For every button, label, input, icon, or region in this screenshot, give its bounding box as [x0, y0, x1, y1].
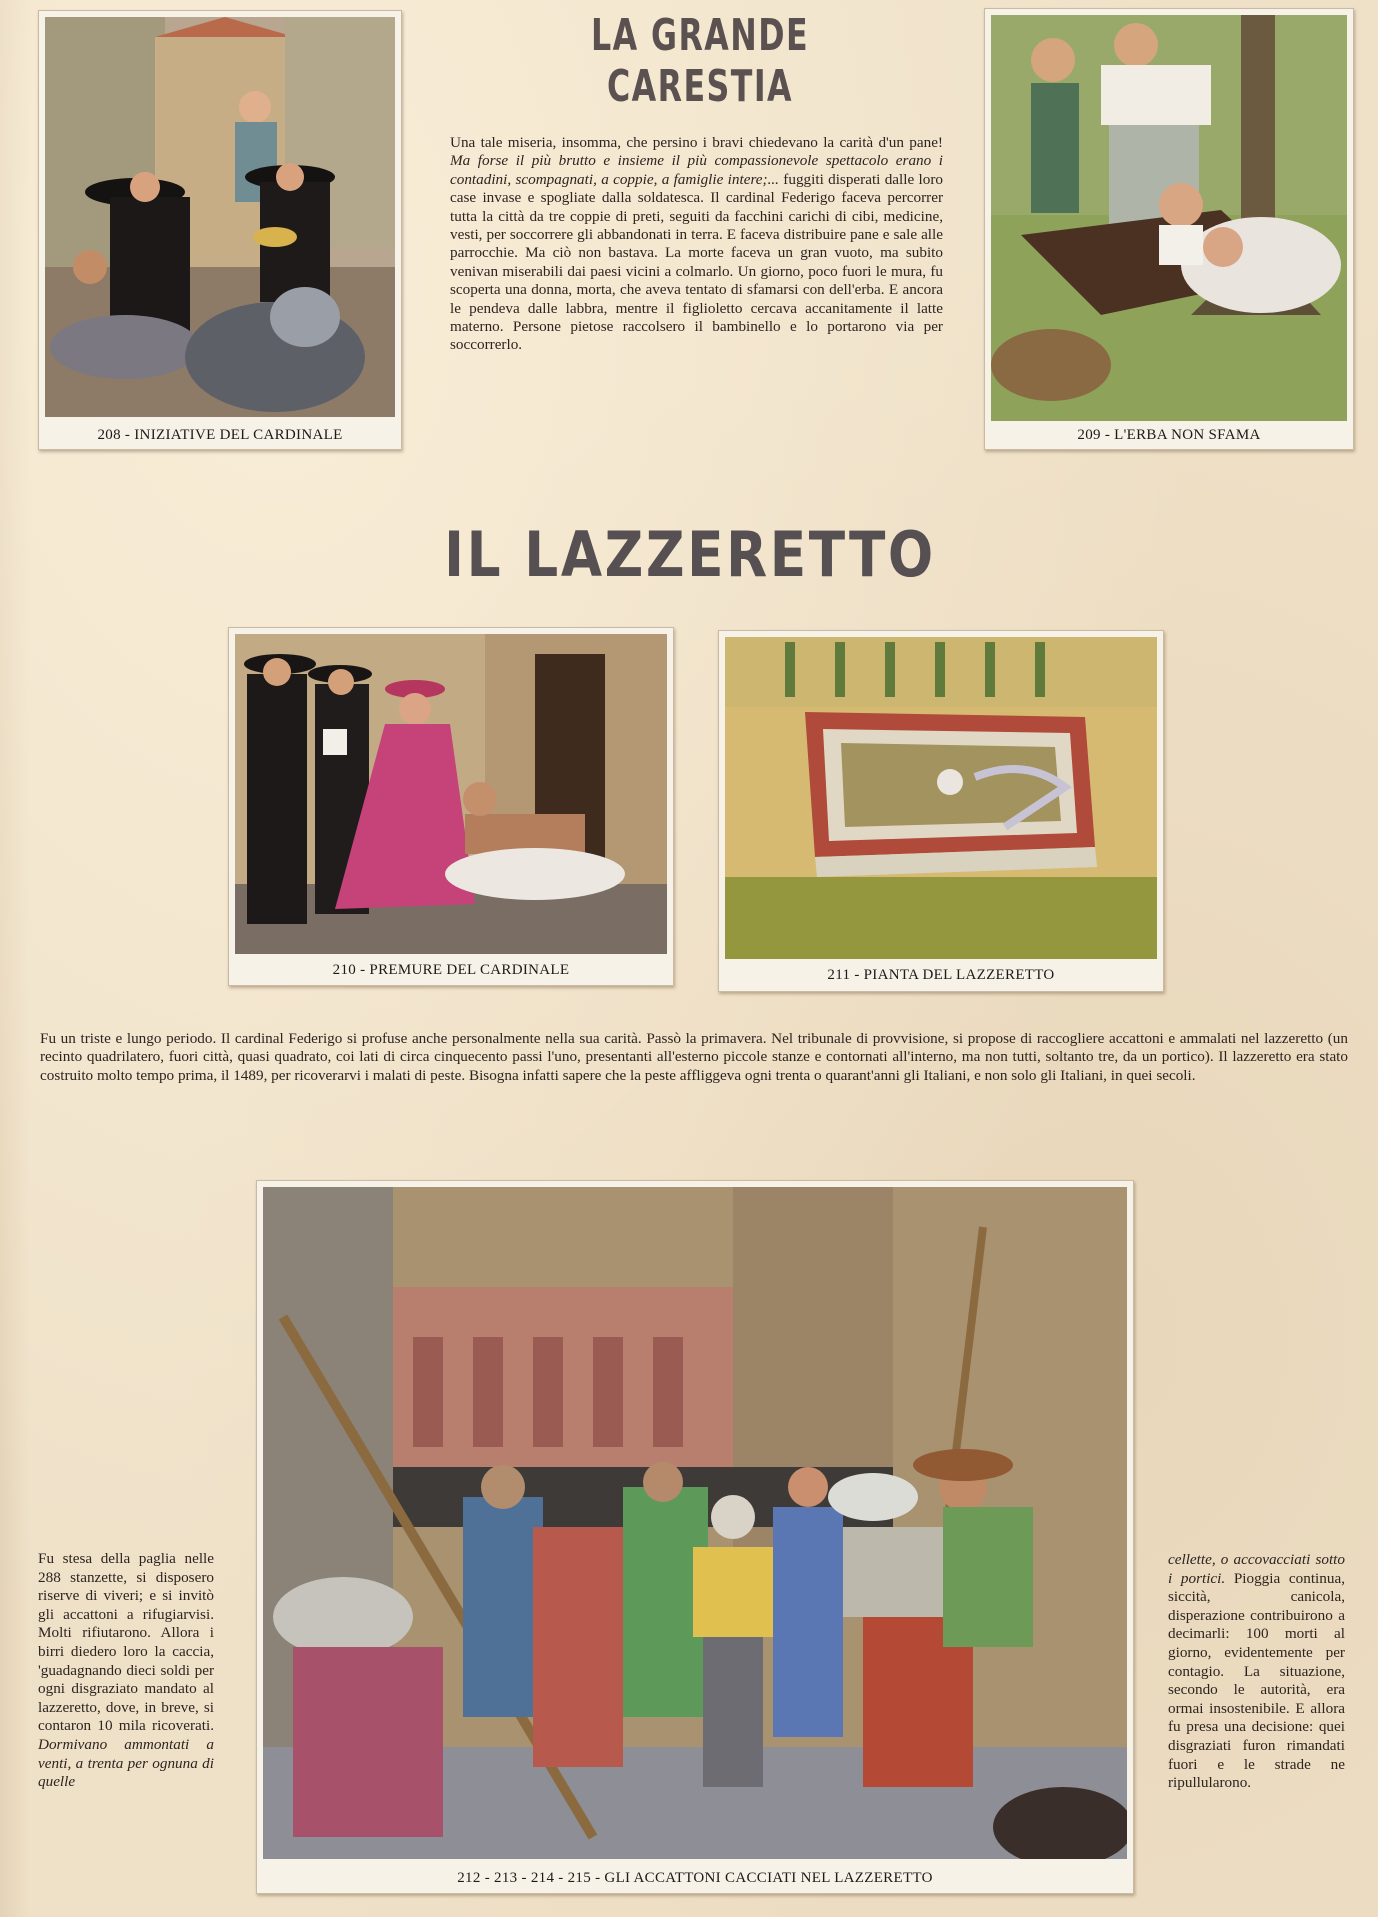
card-caption: 211 - PIANTA DEL LAZZERETTO: [827, 967, 1055, 983]
illustration-cardinal-initiatives: [45, 17, 395, 417]
card-caption: 209 - L'ERBA NON SFAMA: [1077, 427, 1261, 443]
card-211: [718, 630, 1164, 992]
illustration-cardinal-care: [235, 634, 667, 954]
text-segment: Fu stesa della paglia nelle 288 stanzette, si disposero riserve di viveri; e si invitò gli accattoni a rifugiarvisi. Molti rifiutarono. Allora i birri diedero loro la caccia, 'guadagnando dieci soldi per ogni disgraziato mandato al lazzeretto, dove, in breve, si contaron 10 mila ricoverati.: [38, 1550, 214, 1735]
card-212-215: [256, 1180, 1134, 1894]
text-segment-italic: Ma forse il più brutto e insieme il più compassionevole spettacolo erano i contadini, scompagnati, a coppie, a famiglie intere;...: [450, 152, 943, 188]
card-caption: 212 - 213 - 214 - 215 - GLI ACCATTONI CACCIATI NEL LAZZERETTO: [457, 1870, 933, 1886]
page-title-carestia: LA GRANDE CARESTIA: [590, 10, 810, 112]
card-caption: 208 - INIZIATIVE DEL CARDINALE: [97, 427, 343, 443]
illustration-beggars-chased-to-lazaretto: [263, 1187, 1127, 1859]
card-210: [228, 627, 674, 986]
card-caption: 210 - PREMURE DEL CARDINALE: [332, 962, 570, 978]
text-segment: fuggiti disperati dalle loro case invase e spogliate dalla soldatesca. Il cardinal Federigo faceva percorrer tutta la città da tre coppie di preti, seguiti da facchini carichi di cibi, medicine, vesti, per soccorrere gli abbandonati in terra. E faceva distribuire pane e sale alle parrocchie. Ma ciò non bastava. La morte faceva un gran vuoto, ma subito venivan miserabili dai paesi vicini a colmarlo. Un giorno, poco fuori le mura, fu scoperta una donna, morta, che aveva tentato di sfamarsi con dell'erba. E ancora le pendeva dalle labbra, mentre il figlioletto cercava accanitamente il latte materno. Persone pietose raccolsero il bambinello e lo portarono via per soccorrerlo.: [450, 170, 943, 354]
illustration-grass-does-not-feed: [991, 15, 1347, 421]
card-208: [38, 10, 402, 450]
text-segment: Pioggia continua, siccità, canicola, disperazione contribuirono a decimarli: 100 morti al giorno, evidentemente per contagio. La situazione, secondo le autorità, era ormai insostenibile. E allora fu presa una decisione: quei disgraziati furon rimandati fuori e le strade ne ripullularono.: [1168, 1569, 1345, 1792]
text-paragraph: Fu un triste e lungo periodo. Il cardinal Federigo si profuse anche personalmente nella sua carità. Passò la primavera. Nel tribunale di provvisione, si propose di raccogliere accattoni e ammalati nel lazzeretto (un recinto quadrilatero, fuori città, quasi quadrato, coi lati di circa cinquecento passi l'uno, presentanti all'esterno piccole stanze e contornati all'interno, ma non tutti, soltanto tre, da un portico). Il lazzeretto era stato costruito molto tempo prima, il 1489, per ricoverarvi i malati di peste. Bisogna infatti sapere che la peste affliggeva ogni trenta o quarant'anni gli Italiani, e non solo gli Italiani, in quei secoli.: [40, 1030, 1348, 1084]
text-segment: Una tale miseria, insomma, che persino i bravi chiedevano la carità d'un pane!: [450, 134, 943, 151]
text-left-column: [38, 1550, 214, 1792]
text-lazzeretto-intro: [40, 1030, 1348, 1085]
text-right-column: [1168, 1551, 1345, 1793]
text-carestia: [450, 134, 943, 355]
text-segment-italic: cellette, o accovacciati sotto i portici.: [1168, 1551, 1345, 1587]
page-title-lazzeretto: IL LAZZERETTO: [444, 518, 936, 591]
card-209: [984, 8, 1354, 450]
illustration-lazaretto-plan: [725, 637, 1157, 959]
text-segment-italic: Dormivano ammontati a venti, a trenta per ognuna di quelle: [38, 1735, 214, 1791]
